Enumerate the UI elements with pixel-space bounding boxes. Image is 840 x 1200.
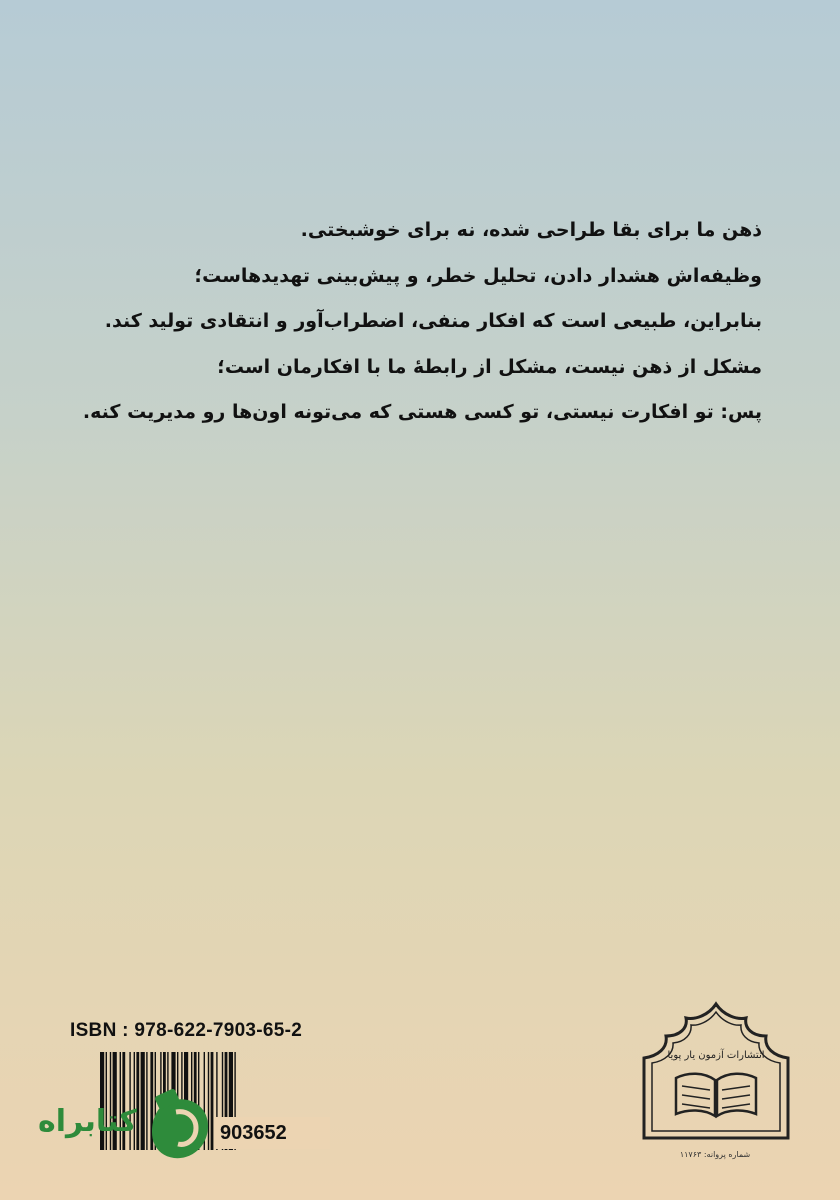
- publisher-permit: شماره پروانه: ۱۱۷۶۳: [679, 1150, 751, 1159]
- isbn-label: ISBN : 978-622-7903-65-2: [70, 1020, 303, 1041]
- kitabrah-wordmark: کتابراه: [38, 1104, 137, 1139]
- publisher-name: انتشارات آزمون یار پویا: [667, 1050, 765, 1061]
- text-line-1: ذهن ما برای بقا طراحی شده، نه برای خوشبختی.: [300, 219, 762, 241]
- barcode-number: 903652: [214, 1117, 330, 1149]
- text-line-2: وظیفه‌اش هشدار دادن، تحلیل خطر، و پیش‌بینی تهدیدهاست؛: [194, 264, 762, 287]
- text-line-5: پس: تو افکارت نیستی، تو کسی هستی که می‌تونه اون‌ها رو مدیریت کنه.: [82, 401, 762, 423]
- publisher-logo: [626, 998, 806, 1148]
- text-line-3: بنابراین، طبیعی است که افکار منفی، اضطراب‌آور و انتقادی تولید کند.: [104, 310, 762, 332]
- text-line-4: مشکل از ذهن نیست، مشکل از رابطهٔ ما با افکارمان است؛: [217, 355, 762, 378]
- cover-text: [60, 208, 762, 436]
